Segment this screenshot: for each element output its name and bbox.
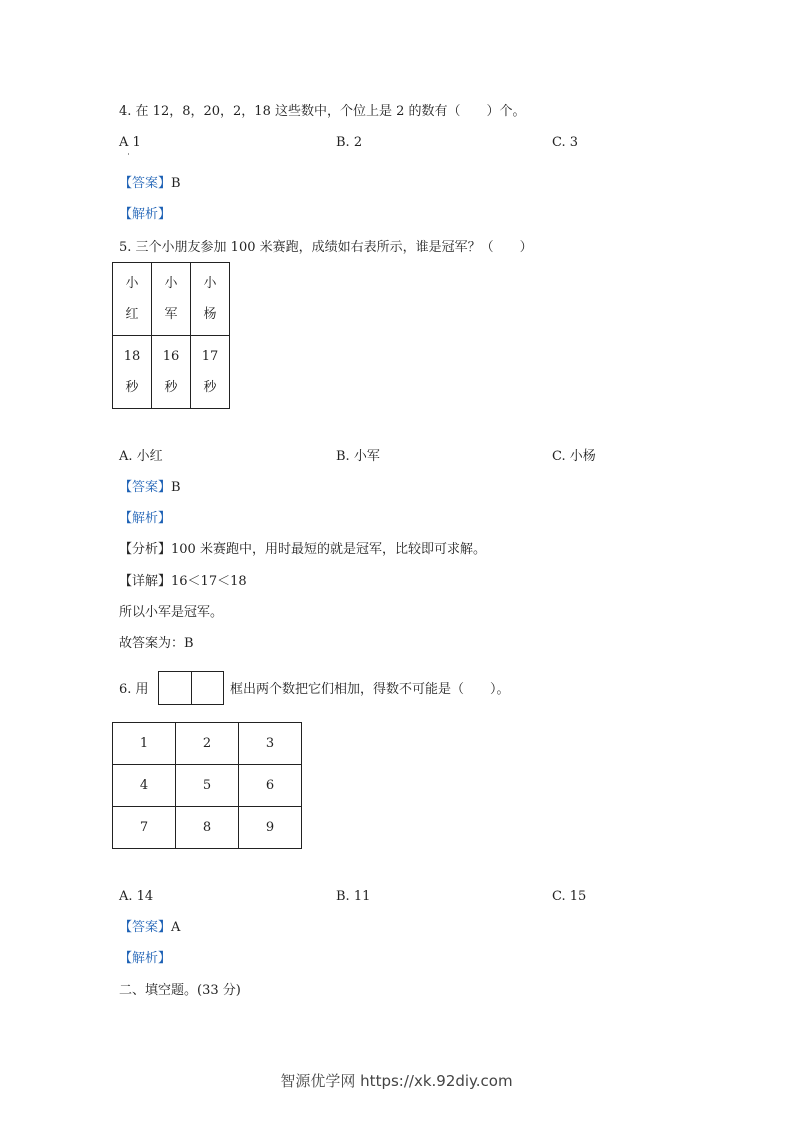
table-row [113,336,230,409]
q5-final-answer: 故答案为：B [119,636,194,651]
q5-option-a: A. 小红 [119,449,163,464]
q5-analysis-tag: 【解析】 [119,511,172,526]
stray-mark [128,153,129,155]
fenxi-tag: 【分析】 [119,542,172,557]
q6-number-grid [112,722,302,849]
answer-tag: 【答案】 [119,176,172,191]
q6-stem-prefix: 6. 用 [119,682,149,697]
section-title: 二、填空题。(33 分) [119,983,241,998]
q5-stem: 5. 三个小朋友参加 100 米赛跑，成绩如右表所示，谁是冠军？（ ） [119,240,533,255]
grid-cell: 8 [176,807,239,849]
answer-value: B [171,480,181,495]
grid-cell: 2 [176,723,239,765]
grid-cell: 6 [239,765,302,807]
q5-fenxi [119,540,486,560]
grid-cell: 9 [239,807,302,849]
xiangjie-text: 16＜17＜18 [171,574,247,589]
q6-analysis-tag: 【解析】 [119,951,172,966]
table-cell: 小 军 [152,263,191,336]
q5-xiangjie [119,572,247,592]
q5-answer [119,478,181,498]
footer-watermark: 智源优学网 https://xk.92diy.com [280,1072,513,1090]
q4-stem: 4. 在 12，8，20，2，18 这些数中，个位上是 2 的数有（ ）个。 [119,104,526,119]
q5-conclusion: 所以小军是冠军。 [119,605,224,620]
answer-tag: 【答案】 [119,920,172,935]
table-row [113,765,302,807]
answer-tag: 【答案】 [119,480,172,495]
q5-option-c: C. 小杨 [552,449,596,464]
q6-stem-suffix: 框出两个数把它们相加，得数不可能是（ ）。 [230,682,510,697]
table-cell: 16 秒 [152,336,191,409]
fenxi-text: 100 米赛跑中，用时最短的就是冠军，比较即可求解。 [171,542,486,557]
grid-cell: 3 [239,723,302,765]
xiangjie-tag: 【详解】 [119,574,172,589]
grid-cell: 5 [176,765,239,807]
q4-option-c: C. 3 [552,135,579,150]
grid-cell: 1 [113,723,176,765]
q4-option-a: A 1 [119,135,141,150]
table-cell: 小 红 [113,263,152,336]
answer-value: A [171,920,181,935]
q6-option-a: A. 14 [119,889,154,904]
q4-analysis-tag: 【解析】 [119,207,172,222]
q5-results-table [112,262,230,409]
two-cell-frame-icon [158,671,224,705]
grid-cell: 7 [113,807,176,849]
q6-answer [119,918,180,938]
q6-option-c: C. 15 [552,889,587,904]
table-cell: 小 杨 [191,263,230,336]
q4-answer [119,174,181,194]
grid-cell: 4 [113,765,176,807]
q5-option-b: B. 小军 [336,449,380,464]
table-row [113,807,302,849]
table-cell: 18 秒 [113,336,152,409]
table-row [113,263,230,336]
q6-option-b: B. 11 [336,889,371,904]
q4-option-b: B. 2 [336,135,363,150]
table-row [113,723,302,765]
answer-value: B [171,176,181,191]
table-cell: 17 秒 [191,336,230,409]
